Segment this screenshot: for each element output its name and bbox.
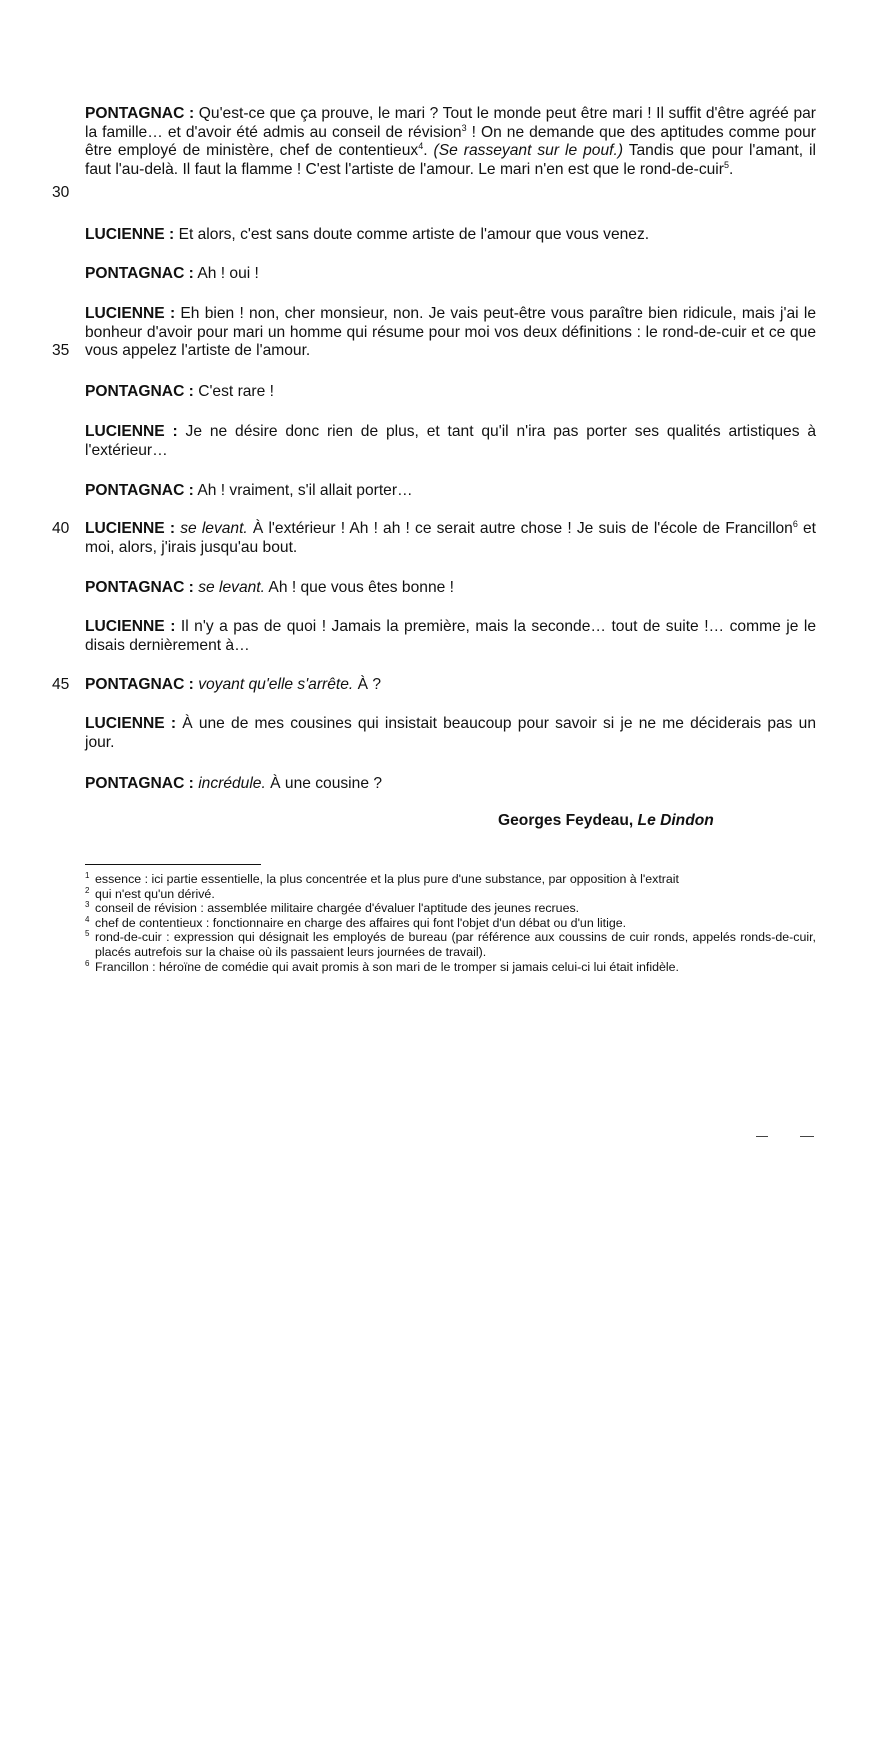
dialogue-line-pontagnac-3: PONTAGNAC : C'est rare ! (85, 383, 274, 400)
speaker-name: LUCIENNE : (85, 618, 176, 635)
speaker-name: PONTAGNAC : (85, 579, 194, 596)
dialogue-line-pontagnac-7: PONTAGNAC : incrédule. À une cousine ? (85, 775, 382, 792)
line-number-40: 40 (52, 520, 70, 537)
dialogue-line-lucienne-1: LUCIENNE : Et alors, c'est sans doute comme artiste de l'amour que vous venez. (85, 226, 650, 243)
speaker-name: PONTAGNAC : (85, 676, 194, 693)
dialogue-line-pontagnac-4: PONTAGNAC : Ah ! vraiment, s'il allait porter… (85, 482, 413, 499)
footnote-6: 6 Francillon : héroïne de comédie qui avait promis à son mari de le tromper si jamais celui-ci lui était infidèle. (85, 958, 679, 974)
footnote-1: 1 essence : ici partie essentielle, la plus concentrée et la plus pure d'une substance, par opposition à l'extrait (85, 871, 679, 886)
speaker-name: LUCIENNE : (85, 715, 177, 732)
footnote-2: 2 qui n'est qu'un dérivé. (85, 885, 215, 901)
speaker-name: PONTAGNAC : (85, 775, 194, 792)
footnote-ref-3: 3 (461, 122, 467, 133)
line-number-45: 45 (52, 676, 70, 693)
stage-direction: (Se rasseyant sur le pouf.) (433, 142, 624, 159)
stage-direction: se levant. (180, 520, 248, 537)
speaker-name: PONTAGNAC : (85, 482, 194, 499)
dialogue-line-pontagnac-1: PONTAGNAC : Qu'est-ce que ça prouve, le mari ? Tout le monde peut être mari ! Il suffit d'être agréé par la famille… et d'avoir été admis au conseil de révision$^3$ ! On ne demande que des aptitudes comme pour être employé de ministère, chef de contentieux$^4$. (Se rasseyant sur le pouf.) Tandis que pour l'amant, il faut l'au-delà. Il faut la flamme ! C'est l'artiste de l'amour. Le mari n'en est que le rond-de-cuir$^5$. (85, 105, 816, 178)
dialogue-line-pontagnac-6: PONTAGNAC : voyant qu'elle s'arrête. À ? (85, 676, 381, 693)
speaker-name: LUCIENNE : (85, 423, 178, 440)
scan-mark (756, 1136, 768, 1137)
footnote-3: 3 conseil de révision : assemblée militaire chargée d'évaluer l'aptitude des jeunes recrues. (85, 900, 580, 916)
dialogue-line-lucienne-3: LUCIENNE : Je ne désire donc rien de plus, et tant qu'il n'ira pas porter ses qualités artistiques à l'extérieur… (85, 423, 817, 459)
speaker-name: LUCIENNE : (85, 226, 175, 243)
footnote-ref-5: 5 (723, 159, 729, 170)
speaker-name: PONTAGNAC : (85, 383, 194, 400)
dialogue-line-lucienne-4: LUCIENNE : se levant. À l'extérieur ! Ah ! ah ! ce serait autre chose ! Je suis de l'école de Francillon$^6$ et moi, alors, j'irais jusqu'au bout. (85, 518, 816, 556)
footnote-ref-6: 6 (792, 518, 798, 529)
author-name: Georges Feydeau, (498, 812, 634, 829)
footnote-separator (85, 864, 261, 865)
stage-direction: incrédule. (198, 775, 266, 792)
footnotes (85, 872, 816, 974)
speaker-name: PONTAGNAC : (85, 105, 195, 122)
scan-mark (800, 1136, 814, 1137)
source-attribution (498, 812, 714, 830)
speaker-name: LUCIENNE : (85, 520, 176, 537)
line-number-35: 35 (52, 342, 70, 359)
speaker-name: PONTAGNAC : (85, 265, 194, 282)
stage-direction: se levant. (198, 579, 265, 596)
dialogue-line-lucienne-2: LUCIENNE : Eh bien ! non, cher monsieur, non. Je vais peut-être vous paraître bien ridicule, mais j'ai le bonheur d'avoir pour mari un homme qui résume pour moi vos deux définitions : le rond-de-cuir et ce que vous appelez l'artiste de l'amour. (85, 305, 817, 359)
dialogue-line-pontagnac-2: PONTAGNAC : Ah ! oui ! (85, 265, 259, 282)
footnote-5: 5 rond-de-cuir : expression qui désignait les employés de bureau (par référence aux coussins de cuir ronds, appelés ronds-de-cuir, placés autrefois sur la chaise où ils passaient leurs journées de travail). (85, 929, 816, 959)
stage-direction: voyant qu'elle s'arrête. (198, 676, 354, 693)
line-number-30: 30 (52, 184, 70, 201)
speaker-name: LUCIENNE : (85, 305, 176, 322)
dialogue-line-lucienne-5: LUCIENNE : Il n'y a pas de quoi ! Jamais la première, mais la seconde… tout de suite !… comme je le disais dernièrement à… (85, 618, 816, 654)
dialogue-line-pontagnac-5: PONTAGNAC : se levant. Ah ! que vous êtes bonne ! (85, 579, 454, 596)
dialogue-line-lucienne-6: LUCIENNE : À une de mes cousines qui insistait beaucoup pour savoir si je ne me déciderais pas un jour. (85, 715, 816, 751)
footnote-ref-4: 4 (418, 140, 424, 151)
work-title: Le Dindon (637, 812, 714, 829)
footnote-4: 4 chef de contentieux : fonctionnaire en charge des affaires qui font l'objet d'un débat ou d'un litige. (85, 914, 627, 930)
